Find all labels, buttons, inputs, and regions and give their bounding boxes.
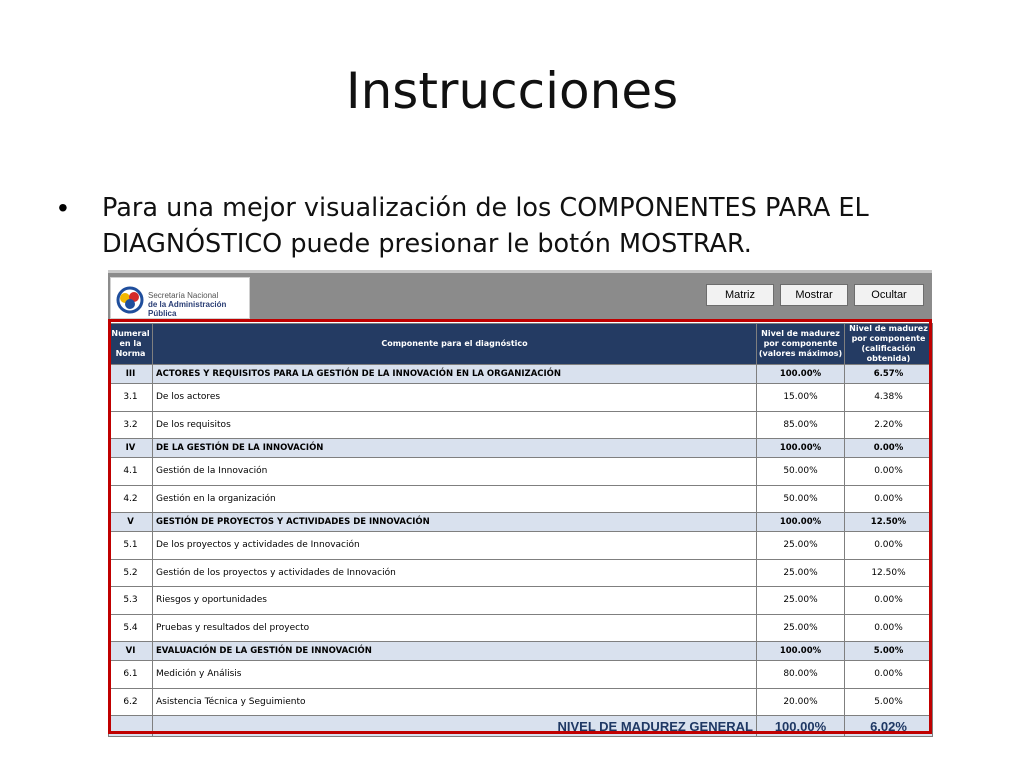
row-numeral: 4.2	[109, 485, 153, 513]
row-max-value: 25.00%	[757, 587, 845, 615]
bullet-dot-icon: •	[58, 192, 68, 223]
row-numeral: 4.1	[109, 458, 153, 486]
row-componente: ACTORES Y REQUISITOS PARA LA GESTIÓN DE LA INNOVACIÓN EN LA ORGANIZACIÓN	[153, 365, 757, 384]
row-numeral: 3.2	[109, 411, 153, 439]
logo-text-line1: Secretaría Nacional	[148, 291, 219, 300]
table-row	[109, 559, 933, 587]
total-label: NIVEL DE MADUREZ GENERAL	[153, 716, 757, 737]
row-componente: Gestión de la Innovación	[153, 458, 757, 486]
diagnostic-table	[108, 323, 933, 737]
row-max-value: 15.00%	[757, 384, 845, 412]
row-max-value: 100.00%	[757, 439, 845, 458]
row-numeral: 5.1	[109, 532, 153, 560]
table-row	[109, 614, 933, 642]
table-row	[109, 485, 933, 513]
row-max-value: 25.00%	[757, 532, 845, 560]
total-empty-cell	[109, 716, 153, 737]
matriz-button[interactable]: Matriz	[706, 284, 774, 306]
row-numeral: V	[109, 513, 153, 532]
table-row	[109, 688, 933, 716]
row-componente: Medición y Análisis	[153, 661, 757, 689]
table-header-row	[109, 324, 933, 365]
row-obtained-value: 0.00%	[845, 439, 933, 458]
row-obtained-value: 4.38%	[845, 384, 933, 412]
row-componente: GESTIÓN DE PROYECTOS Y ACTIVIDADES DE INNOVACIÓN	[153, 513, 757, 532]
header-obtenida: Nivel de madurez por componente (calificación obtenida)	[845, 324, 933, 365]
row-numeral: 5.4	[109, 614, 153, 642]
row-obtained-value: 0.00%	[845, 458, 933, 486]
sheet-header-bar	[108, 270, 932, 319]
logo	[110, 277, 250, 319]
row-max-value: 100.00%	[757, 365, 845, 384]
ocultar-button[interactable]: Ocultar	[854, 284, 924, 306]
row-obtained-value: 5.00%	[845, 642, 933, 661]
row-max-value: 85.00%	[757, 411, 845, 439]
row-numeral: IV	[109, 439, 153, 458]
row-componente: EVALUACIÓN DE LA GESTIÓN DE INNOVACIÓN	[153, 642, 757, 661]
total-row	[109, 716, 933, 737]
row-obtained-value: 0.00%	[845, 532, 933, 560]
row-componente: Pruebas y resultados del proyecto	[153, 614, 757, 642]
table-row	[109, 532, 933, 560]
row-obtained-value: 2.20%	[845, 411, 933, 439]
total-obtenida: 6.02%	[845, 716, 933, 737]
slide-title: Instrucciones	[345, 62, 679, 120]
spreadsheet-screenshot	[108, 270, 932, 734]
row-max-value: 50.00%	[757, 485, 845, 513]
section-row	[109, 365, 933, 384]
row-componente: Asistencia Técnica y Seguimiento	[153, 688, 757, 716]
header-numeral: Numeral en la Norma	[109, 324, 153, 365]
row-numeral: VI	[109, 642, 153, 661]
row-componente: De los actores	[153, 384, 757, 412]
row-numeral: 3.1	[109, 384, 153, 412]
header-componente: Componente para el diagnóstico	[153, 324, 757, 365]
row-numeral: 6.2	[109, 688, 153, 716]
table-row	[109, 458, 933, 486]
colored-circles-logo-icon	[116, 286, 144, 314]
row-max-value: 20.00%	[757, 688, 845, 716]
row-obtained-value: 0.00%	[845, 661, 933, 689]
row-componente: De los proyectos y actividades de Innovación	[153, 532, 757, 560]
row-max-value: 80.00%	[757, 661, 845, 689]
row-numeral: 5.3	[109, 587, 153, 615]
row-obtained-value: 5.00%	[845, 688, 933, 716]
row-obtained-value: 12.50%	[845, 559, 933, 587]
row-max-value: 25.00%	[757, 614, 845, 642]
total-max: 100.00%	[757, 716, 845, 737]
header-max: Nivel de madurez por componente (valores máximos)	[757, 324, 845, 365]
row-componente: Gestión en la organización	[153, 485, 757, 513]
row-componente: DE LA GESTIÓN DE LA INNOVACIÓN	[153, 439, 757, 458]
section-row	[109, 439, 933, 458]
row-numeral: 6.1	[109, 661, 153, 689]
table-body	[109, 365, 933, 716]
row-obtained-value: 0.00%	[845, 614, 933, 642]
bullet-text: Para una mejor visualización de los COMPONENTES PARA EL DIAGNÓSTICO puede presionar le botón MOSTRAR.	[102, 193, 869, 259]
table-row	[109, 587, 933, 615]
row-obtained-value: 0.00%	[845, 485, 933, 513]
row-componente: Gestión de los proyectos y actividades de Innovación	[153, 559, 757, 587]
row-max-value: 100.00%	[757, 513, 845, 532]
row-max-value: 100.00%	[757, 642, 845, 661]
table-row	[109, 411, 933, 439]
row-obtained-value: 6.57%	[845, 365, 933, 384]
row-numeral: 5.2	[109, 559, 153, 587]
row-max-value: 50.00%	[757, 458, 845, 486]
mostrar-button[interactable]: Mostrar	[780, 284, 848, 306]
row-obtained-value: 0.00%	[845, 587, 933, 615]
row-numeral: III	[109, 365, 153, 384]
row-max-value: 25.00%	[757, 559, 845, 587]
row-obtained-value: 12.50%	[845, 513, 933, 532]
section-row	[109, 513, 933, 532]
logo-text-line2: de la Administración Pública	[148, 300, 227, 318]
table-row	[109, 384, 933, 412]
table-row	[109, 661, 933, 689]
row-componente: De los requisitos	[153, 411, 757, 439]
row-componente: Riesgos y oportunidades	[153, 587, 757, 615]
section-row	[109, 642, 933, 661]
